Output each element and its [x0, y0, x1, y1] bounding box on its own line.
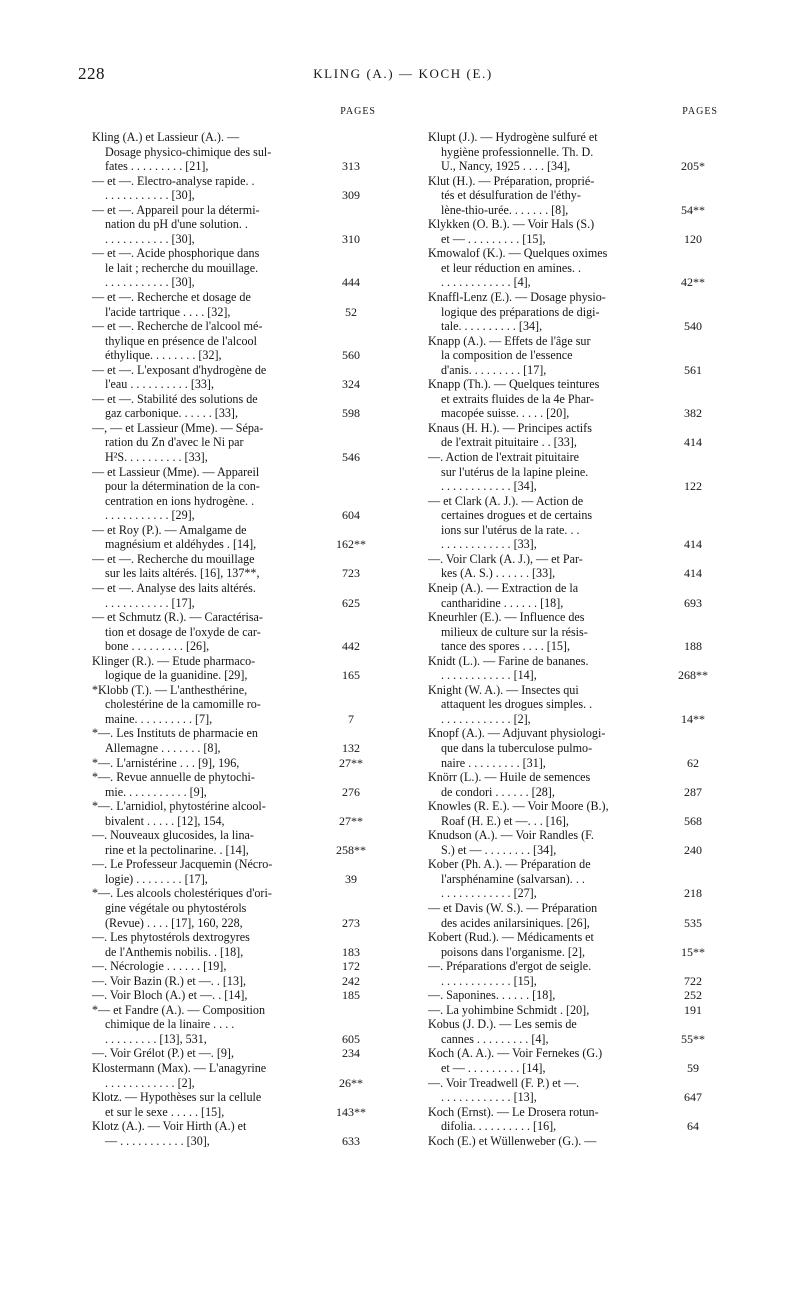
- entry-line: Klotz (A.). — Voir Hirth (A.) et: [92, 1119, 247, 1134]
- entry-line: —. Voir Clark (A. J.), — et Par-: [428, 551, 583, 566]
- entry-page-ref: 62: [687, 755, 699, 770]
- entry-line: macopée suisse. . . . . [20],: [441, 406, 570, 421]
- index-entry: [428, 1134, 718, 1149]
- index-entry: [92, 930, 376, 959]
- entry-line: Knaus (H. H.). — Principes actifs: [428, 420, 592, 435]
- entry-line: Koch (A. A.). — Voir Fernekes (G.): [428, 1046, 603, 1061]
- entry-line: Allemagne . . . . . . . [8],: [105, 740, 221, 755]
- index-entry: [428, 494, 718, 552]
- entry-line: cantharidine . . . . . . [18],: [441, 595, 564, 610]
- entry-line: Klykken (O. B.). — Voir Hals (S.): [428, 217, 595, 232]
- entry-line: — et Davis (W. S.). — Préparation: [428, 900, 598, 915]
- entry-page-ref: 242: [342, 973, 360, 988]
- entry-line: tance des spores . . . . [15],: [441, 639, 570, 654]
- entry-page-ref: 120: [684, 231, 702, 246]
- entry-line: . . . . . . . . . . . . [4],: [441, 275, 531, 290]
- entry-line: bone . . . . . . . . . [26],: [105, 639, 210, 654]
- entry-line: *—. Revue annuelle de phytochi-: [92, 770, 255, 785]
- index-entry: [92, 886, 376, 930]
- index-entry: [92, 683, 376, 727]
- index-entry: [428, 290, 718, 334]
- entry-line: et leur réduction en amines. .: [441, 260, 582, 275]
- entry-line: —. Voir Bloch (A.) et —. . [14],: [92, 988, 248, 1003]
- index-entry: [428, 246, 718, 290]
- index-entry: [92, 1119, 376, 1148]
- entry-page-ref: 143**: [336, 1104, 366, 1119]
- entry-line: l'arsphénamine (salvarsan). . .: [441, 871, 585, 886]
- index-entry: [92, 523, 376, 552]
- index-entry: [92, 1090, 376, 1119]
- entry-page-ref: 268**: [678, 668, 708, 683]
- index-entry: [428, 1003, 718, 1018]
- entry-page-ref: 540: [684, 319, 702, 334]
- entries-list: [428, 130, 718, 1148]
- entry-line: cannes . . . . . . . . . [4],: [441, 1031, 549, 1046]
- entry-page-ref: 276: [342, 784, 360, 799]
- entry-line: —. Action de l'extrait pituitaire: [428, 450, 579, 465]
- entry-line: — et —. Recherche et dosage de: [92, 290, 251, 305]
- entry-line: — . . . . . . . . . . . [30],: [105, 1133, 210, 1148]
- entry-line: l'acide tartrique . . . . [32],: [105, 304, 231, 319]
- index-entry: [428, 334, 718, 378]
- entry-line: Koch (E.) et Wüllenweber (G.). —: [428, 1133, 597, 1148]
- entry-line: chimique de la linaire . . . .: [105, 1017, 235, 1032]
- index-entry: [92, 290, 376, 319]
- index-entry: [92, 654, 376, 683]
- index-entry: [428, 610, 718, 654]
- index-entry: [428, 726, 718, 770]
- index-entry: [428, 552, 718, 581]
- entry-page-ref: 188: [684, 639, 702, 654]
- entry-line: Koch (Ernst). — Le Drosera rotun-: [428, 1104, 599, 1119]
- entry-line: U., Nancy, 1925 . . . . [34],: [441, 159, 571, 174]
- index-entry: [92, 246, 376, 290]
- entry-page-ref: 633: [342, 1133, 360, 1148]
- index-entry: [428, 174, 718, 218]
- running-head: KLING (A.) — KOCH (E.): [313, 66, 493, 81]
- entry-line: maine. . . . . . . . . . [7],: [105, 711, 213, 726]
- index-entry: [92, 465, 376, 523]
- entry-line: de l'Anthemis nobilis. . [18],: [105, 944, 244, 959]
- entry-line: l'eau . . . . . . . . . . [33],: [105, 377, 214, 392]
- index-entry: [428, 1046, 718, 1075]
- entry-page-ref: 26**: [339, 1075, 363, 1090]
- entry-line: *—. L'arnistérine . . . [9], 196,: [92, 755, 240, 770]
- entry-line: . . . . . . . . . . . [29],: [105, 508, 195, 523]
- index-entry: [428, 1076, 718, 1105]
- entry-line: *Klobb (T.). — L'anthesthérine,: [92, 682, 248, 697]
- entry-page-ref: 162**: [336, 537, 366, 552]
- entry-line: milieux de culture sur la résis-: [441, 624, 588, 639]
- entry-line: Klotz. — Hypothèses sur la cellule: [92, 1090, 262, 1105]
- entry-line: fates . . . . . . . . . [21],: [105, 159, 209, 174]
- entry-page-ref: 535: [684, 915, 702, 930]
- entry-line: logique des préparations de digi-: [441, 304, 600, 319]
- entry-line: —. Les phytostérols dextrogyres: [92, 930, 250, 945]
- index-entry: [92, 392, 376, 421]
- entry-line: — et —. Recherche de l'alcool mé-: [92, 319, 263, 334]
- entry-line: — et —. Recherche du mouillage: [92, 551, 255, 566]
- entry-line: *— et Fandre (A.). — Composition: [92, 1002, 265, 1017]
- entry-page-ref: 561: [684, 362, 702, 377]
- index-entry: [428, 799, 718, 828]
- entry-page-ref: 625: [342, 595, 360, 610]
- index-entry: [428, 857, 718, 901]
- entry-line: Knidt (L.). — Farine de bananes.: [428, 653, 589, 668]
- entry-line: Knowles (R. E.). — Voir Moore (B.),: [428, 799, 609, 814]
- entry-line: logie) . . . . . . . . [17],: [105, 871, 208, 886]
- entry-line: tion et dosage de l'oxyde de car-: [105, 624, 261, 639]
- entry-line: . . . . . . . . . . . . [34],: [441, 479, 537, 494]
- entry-page-ref: 647: [684, 1090, 702, 1105]
- entry-line: la composition de l'essence: [441, 348, 573, 363]
- entry-page-ref: 444: [342, 275, 360, 290]
- entry-page-ref: 442: [342, 639, 360, 654]
- entry-line: Klostermann (Max). — L'anagyrine: [92, 1061, 267, 1075]
- entry-line: —. Voir Treadwell (F. P.) et —.: [428, 1075, 580, 1090]
- entry-page-ref: 604: [342, 508, 360, 523]
- entry-line: —. Le Professeur Jacquemin (Nécro-: [92, 857, 273, 872]
- entry-line: — et Lassieur (Mme). — Appareil: [92, 464, 260, 479]
- index-entry: [428, 450, 718, 494]
- entry-line: — et Clark (A. J.). — Action de: [428, 493, 584, 508]
- entry-line: Kneurhler (E.). — Influence des: [428, 610, 585, 625]
- entry-line: Knudson (A.). — Voir Randles (F.: [428, 828, 594, 843]
- entry-line: *—. L'arnidiol, phytostérine alcool-: [92, 799, 266, 814]
- entry-line: gaz carbonique. . . . . . [33],: [105, 406, 238, 421]
- entry-line: et — . . . . . . . . . [15],: [441, 231, 546, 246]
- entry-page-ref: 560: [342, 348, 360, 363]
- entry-page-ref: 240: [684, 842, 702, 857]
- entries-list: [92, 130, 376, 1148]
- index-entry: [92, 130, 376, 174]
- index-entry: [92, 174, 376, 203]
- entry-page-ref: 185: [342, 988, 360, 1003]
- entry-line: —. La yohimbine Schmidt . [20],: [428, 1002, 590, 1017]
- entry-line: nation du pH d'une solution. .: [105, 217, 248, 232]
- index-entry: [428, 959, 718, 988]
- entry-line: le lait ; recherche du mouillage.: [105, 260, 259, 275]
- entry-page-ref: 64: [687, 1119, 699, 1134]
- entry-page-ref: 39: [345, 871, 357, 886]
- entry-line: de l'extrait pituitaire . . [33],: [441, 435, 577, 450]
- entry-line: —, — et Lassieur (Mme). — Sépa-: [92, 420, 264, 435]
- index-entry: [92, 1061, 376, 1090]
- entry-line: . . . . . . . . . . . [30],: [105, 231, 195, 246]
- entry-page-ref: 252: [684, 988, 702, 1003]
- entry-line: *—. Les Instituts de pharmacie en: [92, 726, 258, 741]
- entry-line: pour la détermination de la con-: [105, 479, 260, 494]
- entry-page-ref: 258**: [336, 842, 366, 857]
- entry-line: . . . . . . . . . . . . [27],: [441, 886, 537, 901]
- entry-page-ref: 313: [342, 159, 360, 174]
- entry-page-ref: 59: [687, 1061, 699, 1075]
- index-entry: [428, 1105, 718, 1134]
- entry-line: éthylique. . . . . . . . [32],: [105, 348, 222, 363]
- entry-line: cholestérine de la camomille ro-: [105, 697, 261, 712]
- entry-line: . . . . . . . . . . . [30],: [105, 188, 195, 203]
- entry-line: Kobus (J. D.). — Les semis de: [428, 1017, 577, 1032]
- entry-line: rine et la pectolinarine. . [14],: [105, 842, 249, 857]
- index-entry: [92, 756, 376, 771]
- entry-page-ref: 172: [342, 959, 360, 974]
- index-entry: [92, 552, 376, 581]
- entry-page-ref: 27**: [339, 813, 363, 828]
- entry-line: — et —. Stabilité des solutions de: [92, 391, 258, 406]
- entry-line: . . . . . . . . . . . . [2],: [105, 1075, 195, 1090]
- entry-page-ref: 191: [684, 1002, 702, 1017]
- entry-line: Kober (Ph. A.). — Préparation de: [428, 857, 591, 872]
- entry-line: Kling (A.) et Lassieur (A.). —: [92, 130, 240, 144]
- entry-line: des acides anilarsiniques. [26],: [441, 915, 590, 930]
- index-entry: [428, 988, 718, 1003]
- entry-line: d'anis. . . . . . . . . [17],: [441, 362, 547, 377]
- entry-line: Klut (H.). — Préparation, proprié-: [428, 173, 595, 188]
- index-entry: [428, 130, 718, 174]
- entry-line: logique de la guanidine. [29],: [105, 668, 248, 683]
- entry-line: —. Voir Grélot (P.) et —. [9],: [92, 1046, 234, 1061]
- entry-line: . . . . . . . . . . . . [14],: [441, 668, 537, 683]
- index-entry: [428, 377, 718, 421]
- index-entry: [92, 363, 376, 392]
- index-entry: [92, 770, 376, 799]
- index-entry: [92, 1003, 376, 1047]
- entry-page-ref: 165: [342, 668, 360, 683]
- index-entry: [428, 770, 718, 799]
- entry-line: (Revue) . . . . [17], 160, 228,: [105, 915, 243, 930]
- entry-page-ref: 52: [345, 304, 357, 319]
- entry-line: *—. Les alcools cholestériques d'ori-: [92, 886, 272, 901]
- index-entry: [92, 857, 376, 886]
- index-entry: [428, 828, 718, 857]
- entry-page-ref: 7: [348, 711, 354, 726]
- entry-page-ref: 54**: [681, 202, 705, 217]
- pages-column-label: PAGES: [682, 106, 718, 117]
- entry-line: kes (A. S.) . . . . . . [33],: [441, 566, 556, 581]
- entry-line: ration du Zn d'avec le Ni par: [105, 435, 244, 450]
- entry-page-ref: 382: [684, 406, 702, 421]
- entry-page-ref: 122: [684, 479, 702, 494]
- entry-page-ref: 546: [342, 450, 360, 465]
- entry-line: de condori . . . . . . [28],: [441, 784, 555, 799]
- entry-line: attaquent les drogues simples. .: [441, 697, 593, 712]
- entry-line: —. Nécrologie . . . . . . [19],: [92, 959, 227, 974]
- entry-page-ref: 42**: [681, 275, 705, 290]
- index-entry: [92, 203, 376, 247]
- entry-line: certaines drogues et de certains: [441, 508, 593, 523]
- entry-line: . . . . . . . . . . . . [13],: [441, 1090, 537, 1105]
- entry-line: hygiène professionnelle. Th. D.: [441, 144, 594, 159]
- entry-line: et — . . . . . . . . . [14],: [441, 1061, 546, 1075]
- entry-page-ref: 598: [342, 406, 360, 421]
- entry-page-ref: 414: [684, 537, 702, 552]
- entry-line: — et —. Electro-analyse rapide. .: [92, 173, 255, 188]
- index-entry: [92, 726, 376, 755]
- entry-page-ref: 723: [342, 566, 360, 581]
- entry-line: sur l'utérus de la lapine pleine.: [441, 464, 589, 479]
- entry-line: Dosage physico-chimique des sul-: [105, 144, 272, 159]
- entry-line: ions sur l'utérus de la rate. . .: [441, 522, 580, 537]
- entry-line: . . . . . . . . . . . [30],: [105, 275, 195, 290]
- entry-line: —. Voir Bazin (R.) et —. . [13],: [92, 973, 247, 988]
- entry-line: . . . . . . . . . . . [17],: [105, 595, 195, 610]
- index-entry: [92, 988, 376, 1003]
- index-entry: [92, 974, 376, 989]
- index-entry: [428, 654, 718, 683]
- entry-line: gine végétale ou phytostérols: [105, 900, 247, 915]
- entry-page-ref: 287: [684, 784, 702, 799]
- entry-line: — et —. Appareil pour la détermi-: [92, 202, 260, 217]
- entry-line: —. Nouveaux glucosides, la lina-: [92, 828, 254, 843]
- entry-page-ref: 183: [342, 944, 360, 959]
- entry-line: lène-thio-urée. . . . . . . [8],: [441, 202, 569, 217]
- entry-line: Knörr (L.). — Huile de semences: [428, 770, 591, 785]
- entry-line: Kneip (A.). — Extraction de la: [428, 580, 579, 595]
- entry-line: . . . . . . . . . . . . [33],: [441, 537, 537, 552]
- entry-page-ref: 55**: [681, 1031, 705, 1046]
- entry-line: . . . . . . . . . . . . [15],: [441, 973, 537, 988]
- entry-line: et sur le sexe . . . . . [15],: [105, 1104, 225, 1119]
- index-entry: [428, 1017, 718, 1046]
- page-header: [78, 64, 728, 86]
- entry-line: poisons dans l'organisme. [2],: [441, 944, 586, 959]
- entry-page-ref: 205*: [681, 159, 705, 174]
- entry-line: — et —. Analyse des laits altérés.: [92, 580, 256, 595]
- entry-line: naire . . . . . . . . . [31],: [441, 755, 546, 770]
- entry-page-ref: 14**: [681, 711, 705, 726]
- entry-line: que dans la tuberculose pulmo-: [441, 740, 593, 755]
- entry-page-ref: 132: [342, 740, 360, 755]
- entry-page-ref: 273: [342, 915, 360, 930]
- entry-line: tale. . . . . . . . . . [34],: [441, 319, 543, 334]
- index-entry: [92, 828, 376, 857]
- entry-line: . . . . . . . . . [13], 531,: [105, 1031, 207, 1046]
- entry-page-ref: 234: [342, 1046, 360, 1061]
- entry-line: thylique en présence de l'alcool: [105, 333, 257, 348]
- entry-line: tés et désulfuration de l'éthy-: [441, 188, 581, 203]
- index-entry: [428, 581, 718, 610]
- index-entry: [428, 683, 718, 727]
- entry-page-ref: 27**: [339, 755, 363, 770]
- entry-line: difolia. . . . . . . . . . [16],: [441, 1119, 557, 1134]
- entry-line: — et Roy (P.). — Amalgame de: [92, 522, 247, 537]
- entry-page-ref: 693: [684, 595, 702, 610]
- entry-line: Kmowalof (K.). — Quelques oximes: [428, 246, 608, 261]
- page-number: 228: [78, 64, 105, 83]
- index-entry: [428, 421, 718, 450]
- index-entry: [92, 610, 376, 654]
- index-entry: [92, 581, 376, 610]
- entry-line: magnésium et aldéhydes . [14],: [105, 537, 257, 552]
- index-entry: [92, 421, 376, 465]
- entry-line: et extraits fluides de la 4e Phar-: [441, 391, 594, 406]
- entry-line: bivalent . . . . . [12], 154,: [105, 813, 225, 828]
- entry-page-ref: 218: [684, 886, 702, 901]
- entry-line: Knopf (A.). — Adjuvant physiologi-: [428, 726, 606, 741]
- entry-page-ref: 722: [684, 973, 702, 988]
- entry-page-ref: 310: [342, 231, 360, 246]
- index-entry: [92, 1046, 376, 1061]
- entry-line: . . . . . . . . . . . . [2],: [441, 711, 531, 726]
- entry-page-ref: 414: [684, 435, 702, 450]
- index-entry: [428, 901, 718, 930]
- entry-line: Kobert (Rud.). — Médicaments et: [428, 930, 594, 945]
- entry-line: H²S. . . . . . . . . . [33],: [105, 450, 208, 465]
- entry-line: Knight (W. A.). — Insectes qui: [428, 682, 579, 697]
- entry-page-ref: 309: [342, 188, 360, 203]
- entry-line: — et —. Acide phosphorique dans: [92, 246, 260, 261]
- index-entry: [428, 217, 718, 246]
- entry-line: Knapp (A.). — Effets de l'âge sur: [428, 333, 591, 348]
- entry-page-ref: 15**: [681, 944, 705, 959]
- entry-page-ref: 324: [342, 377, 360, 392]
- pages-column-label: PAGES: [340, 106, 376, 117]
- entry-line: Klinger (R.). — Etude pharmaco-: [92, 653, 256, 668]
- index-entry: [92, 319, 376, 363]
- index-entry: [428, 930, 718, 959]
- entry-page-ref: 414: [684, 566, 702, 581]
- entry-line: —. Saponines. . . . . . [18],: [428, 988, 556, 1003]
- entry-line: S.) et — . . . . . . . . [34],: [441, 842, 557, 857]
- entry-line: Knapp (Th.). — Quelques teintures: [428, 377, 600, 392]
- entry-line: — et —. L'exposant d'hydrogène de: [92, 362, 267, 377]
- entry-page-ref: 568: [684, 813, 702, 828]
- entry-line: sur les laits altérés. [16], 137**,: [105, 566, 260, 581]
- index-entry: [92, 959, 376, 974]
- index-entry: [92, 799, 376, 828]
- entry-line: — et Schmutz (R.). — Caractérisa-: [92, 610, 263, 625]
- entry-line: Roaf (H. E.) et —. . . [16],: [441, 813, 569, 828]
- entry-line: mie. . . . . . . . . . . [9],: [105, 784, 207, 799]
- entry-line: Knaffl-Lenz (E.). — Dosage physio-: [428, 290, 606, 305]
- entry-line: —. Préparations d'ergot de seigle.: [428, 959, 592, 974]
- entry-page-ref: 605: [342, 1031, 360, 1046]
- entry-line: Klupt (J.). — Hydrogène sulfuré et: [428, 130, 598, 144]
- entry-line: centration en ions hydrogène. .: [105, 493, 255, 508]
